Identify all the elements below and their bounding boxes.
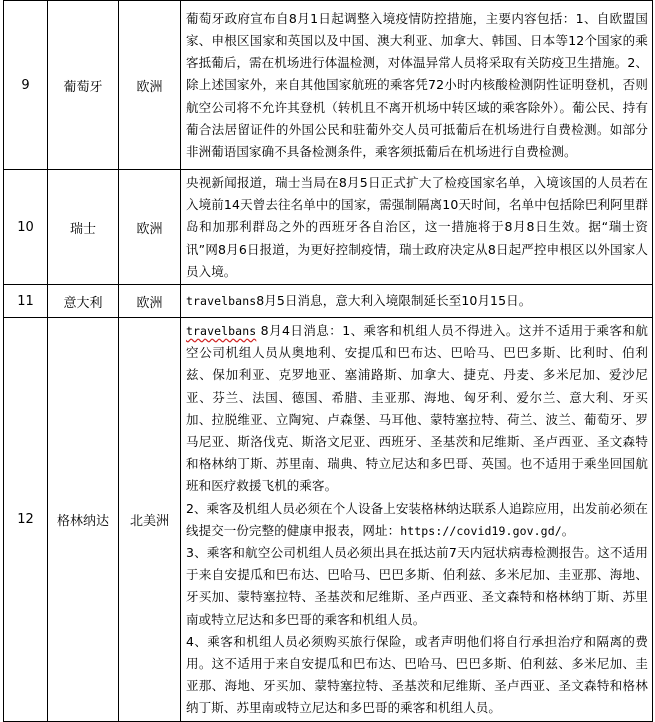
travel-restrictions-table <box>3 0 653 722</box>
policy-text: 8月5日消息，意大利入境限制延长至10月15日。 <box>256 293 532 309</box>
policy-paragraph-3: 3、乘客和航空公司机组人员必须出具在抵达前7天内冠状病毒检测报告。这不适用于来自安提瓜和巴布达、巴哈马、巴巴多斯、伯利兹、多米尼加、圭亚那、海地、牙买加、蒙特塞拉特、圣基茨和尼维斯、圣卢西亚、圣文森特和格林纳丁斯、苏里南或特立尼达和多巴哥的乘客和机组人员。 <box>186 545 648 627</box>
table-row <box>4 170 653 285</box>
table-row <box>4 1 653 170</box>
policy-content <box>181 285 653 318</box>
row-number: 9 <box>4 1 48 170</box>
policy-paragraph-1: travelbans 8月4日消息：1、乘客和机组人员不得进入。这并不适用于乘客和航空公司机组人员从奥地利、安提瓜和巴布达、巴哈马、巴巴多斯、比利时、伯利兹、保加利亚、克罗地亚、塞浦路斯、加拿大、捷克、丹麦、多米尼加、爱沙尼亚、芬兰、法国、德国、希腊、圭亚那、海地、匈牙利、爱尔兰、意大利、牙买加、拉脱维亚、立陶宛、卢森堡、马耳他、蒙特塞拉特、荷兰、波兰、葡萄牙、罗马尼亚、斯洛伐克、斯洛文尼亚、西班牙、圣基茨和尼维斯、圣卢西亚、圣文森特和格林纳丁斯、苏里南、瑞典、特立尼达和多巴哥、英国。也不适用于乘坐回国航班和医疗救援飞机的乘客。 <box>186 323 648 494</box>
region-name: 欧洲 <box>119 170 181 285</box>
source-name: travelbans <box>186 324 257 339</box>
country-name: 意大利 <box>48 285 119 318</box>
policy-text: 葡萄牙政府宣布自8月1日起调整入境疫情防控措施，主要内容包括：1、自欧盟国家、申根区国家和英国以及中国、澳大利亚、加拿大、韩国、日本等12个国家的乘客抵葡后，需在机场进行体温检测，对体温异常人员将采取有关防疫卫生措施。2、除上述国家外，来自其他国家航班的乘客凭72小时内核酸检测阴性证明登机，否则航空公司将不允许其登机（转机且不离开机场中转区域的乘客除外）。葡公民、持有葡合法居留证件的外国公民和驻葡外交人员可抵葡后在机场进行自费检测。如部分非洲葡语国家确不具备检测条件，乘客须抵葡后在机场进行自费检测。 <box>186 10 648 159</box>
policy-content <box>181 318 653 722</box>
policy-text: 央视新闻报道，瑞士当局在8月5日正式扩大了检疫国家名单，入境该国的人员若在入境前14天曾去往名单中的国家，需强制隔离10天时间，名单中包括除巴利阿里群岛和加那利群岛之外的西班牙各自治区，这一措施将于8月8日生效。据“瑞士资讯”网8月6日报道，为更好控制疫情，瑞士政府决定从8日起严控申根区以外国家人员入境。 <box>186 175 648 279</box>
country-name: 瑞士 <box>48 170 119 285</box>
policy-paragraph-2: 2、乘客及机组人员必须在个人设备上安装格林纳达联系人追踪应用，出发前必须在线提交一份完整的健康申报表，网址：https://covid19.gov.gd/。 <box>186 500 648 538</box>
row-number: 11 <box>4 285 48 318</box>
country-name: 葡萄牙 <box>48 1 119 170</box>
region-name: 欧洲 <box>119 1 181 170</box>
row-number: 12 <box>4 318 48 722</box>
region-name: 北美洲 <box>119 318 181 722</box>
row-number: 10 <box>4 170 48 285</box>
source-name: travelbans <box>186 294 257 309</box>
policy-content <box>181 1 653 170</box>
table-row <box>4 318 653 722</box>
country-name: 格林纳达 <box>48 318 119 722</box>
policy-content <box>181 170 653 285</box>
health-declaration-link[interactable]: https://covid19.gov.gd/ <box>400 523 562 538</box>
policy-paragraph-4: 4、乘客和机组人员必须购买旅行保险，或者声明他们将自行承担治疗和隔离的费用。这不适用于来自安提瓜和巴布达、巴哈马、巴巴多斯、伯利兹、多米尼加、圭亚那、海地、牙买加、蒙特塞拉特、圣基茨和尼维斯、圣卢西亚、圣文森特和格林纳丁斯、苏里南或特立尼达和多巴哥的乘客和机组人员。 <box>186 633 648 716</box>
region-name: 欧洲 <box>119 285 181 318</box>
table-row <box>4 285 653 318</box>
